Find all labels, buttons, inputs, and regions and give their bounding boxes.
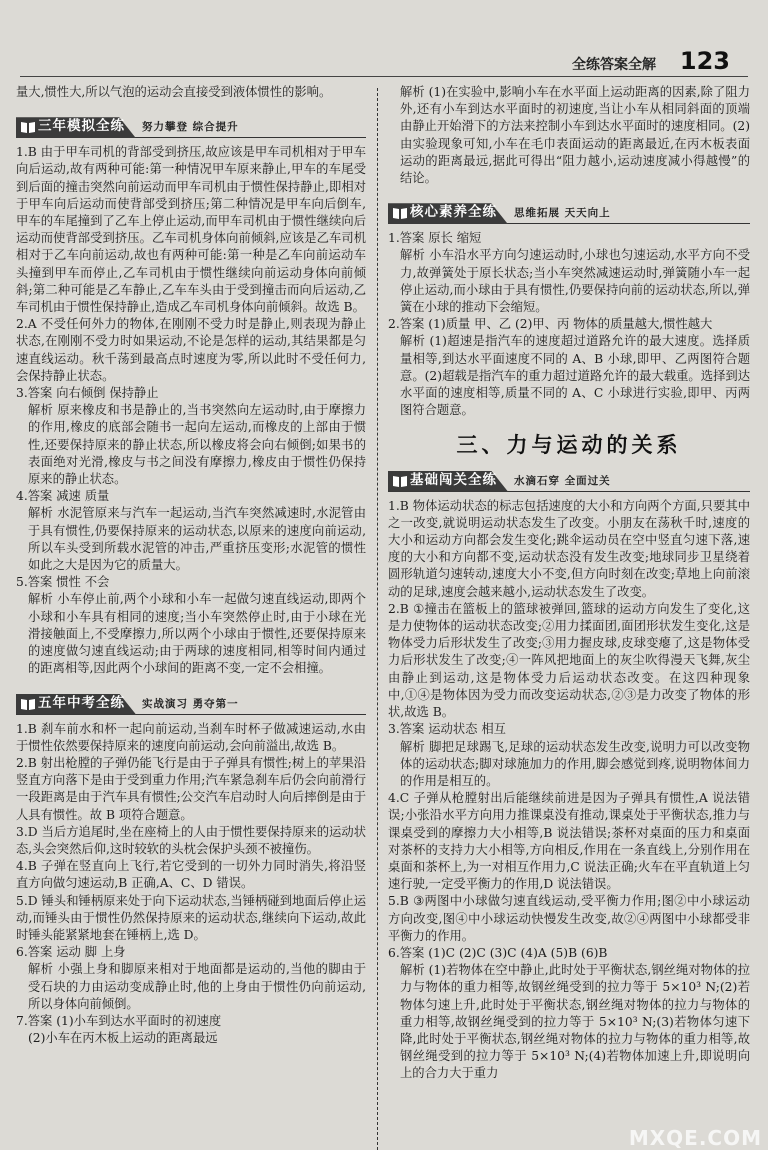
answer-item: 4.B 子弹在竖直向上飞行,若它受到的一切外力同时消失,将沿竖直方向做匀速运动,B 正确,A、C、D 错误。 — [16, 859, 366, 891]
answer-item: 2.A 不受任何外力的物体,在刚刚不受力时是静止,则表现为静止状态,在刚刚不受力时如果运动,不论是怎样的运动,其结果都是匀速直线运动。秋千荡到最高点时速度为零,所以此时不受任何力,会保持静止状态。 — [16, 317, 366, 383]
book-icon — [392, 473, 408, 489]
book-icon — [20, 696, 36, 712]
answer-item: 1.答案 原长 缩短 — [388, 231, 482, 246]
answer-item: 4.答案 减速 质量 — [16, 489, 110, 504]
section-header-five-year — [16, 694, 366, 715]
analysis-text: 解析 脚把足球踢飞,足球的运动状态发生改变,说明力可以改变物体的运动状态;脚对球施加力的作用,脚会感觉到疼,说明物体间力的作用是相互的。 — [400, 739, 750, 788]
section-subtitle: 思维拓展 天天向上 — [514, 207, 611, 220]
analysis-text: 解析 小车停止前,两个小球和小车一起做匀速直线运动,即两个小球和小车具有相同的速度;当小车突然停止时,由于小球在光滑接触面上,不受摩擦力,所以两个小球由于惯性,还要保持原来的速度做匀速直线运动;由于两球的速度相同,相等时间内通过的距离相等,因此两个小球间的距离不变,一定不会相撞。 — [28, 592, 366, 676]
answer-item: 1.B 由于甲车司机的背部受到挤压,故应该是甲车司机相对于甲车向后运动,故有两种可能:第一种情况甲车原来静止,甲车的车尾受到后面的撞击突然向前运动而甲车司机由于惯性保持静止,即相对于甲车向后运动而使背部受到挤压;第二种情况是甲车向后倒车,甲车的车尾撞到了乙车上停止运动,而甲车司机由于惯性继续向后运动而使背部受到挤压。乙车司机身体向前倾斜,应该是乙车司机相对于乙车向前运动,故也有两种可能:第一种是乙车向前运动车头撞到甲车而停止,乙车司机由于惯性继续向前运动身体向前倾斜;第二种可能是乙车静止,乙车车头由于受到撞击而向后运动,乙车司机由于惯性保持静止,造成乙车司机身体向前倾斜。故选 B。 — [16, 145, 366, 315]
section-title: 核心素养全练 — [410, 204, 497, 221]
section-header-three-year — [16, 117, 366, 138]
right-column — [388, 84, 750, 1150]
answer-item: 5.D 锤头和锤柄原来处于向下运动状态,当锤柄碰到地面后停止运动,而锤头由于惯性仍然保持原来的运动状态,继续向下运动,故此时锤头能紧紧地套在锤柄上,选 D。 — [16, 893, 366, 942]
analysis-text: 解析 (1)在实验中,影响小车在水平面上运动距离的因素,除了阻力外,还有小车到达水平面时的初速度,当让小车从相同斜面的顶端由静止开始滑下的方法来控制小车到达水平面时的速度相同。(2)由实验现象可知,小车在毛巾表面运动的距离最近,在丙木板表面运动的距离最远,据此可得出“阻力越小,运动速度减小得越慢”的结论。 — [400, 85, 750, 186]
analysis-text: 解析 (1)若物体在空中静止,此时处于平衡状态,钢丝绳对物体的拉力与物体的重力相等,故钢丝绳受到的拉力等于 5×10³ N;(2)若物体匀速上升,此时处于平衡状态,钢丝绳对物体的拉力与物体的重力相等,故钢丝绳受到的拉力等于 5×10³ N;(3)若物体匀速下降,此时处于平衡状态,钢丝绳对物体的拉力与物体的重力相等,故钢丝绳受到的拉力等于 5×10³ N;(4)若物体加速上升,即说明向上的合力大于重力 — [400, 963, 750, 1081]
section-header-basic — [388, 471, 750, 492]
section-title: 基础闯关全练 — [410, 471, 497, 488]
answer-item: 6.答案 运动 脚 上身 — [16, 945, 126, 960]
answer-item: 5.B ③两图中小球做匀速直线运动,受平衡力作用;图②中小球运动方向改变,图④中小球运动快慢发生改变,故②④两图中小球都受非平衡力的作用。 — [388, 894, 750, 943]
section-subtitle: 实战演习 勇夺第一 — [142, 697, 239, 710]
section-title: 五年中考全练 — [38, 694, 125, 711]
analysis-text: 解析 小车沿水平方向匀速运动时,小球也匀速运动,水平方向不受力,故弹簧处于原长状态;当小车突然减速运动时,弹簧随小车一起停止运动,而小球由于具有惯性,仍要保持向前的运动状态,所以,弹簧在小球的推动下会缩短。 — [400, 248, 750, 315]
header-title: 全练答案全解 — [572, 57, 656, 73]
header-rule — [20, 76, 748, 77]
page-header — [0, 47, 768, 80]
chapter-title: 三、力与运动的关系 — [456, 433, 682, 458]
page-number: 123 — [679, 47, 730, 75]
answer-item: 2.B ①撞击在篮板上的篮球被弹回,篮球的运动方向发生了变化,这是力使物体的运动状态改变;②用力揉面团,面团形状发生变化,这是物体受力后形状发生了改变;③用力握皮球,皮球变瘪了,这是物体受力后形状发生了改变;④一阵风把地面上的灰尘吹得漫天飞舞,灰尘由静止到运动,这是物体受力后运动状态改变。在这四种现象中,①④是物体因为受力而改变运动状态,②③是力改变了物体的形状,故选 B。 — [388, 601, 750, 720]
section-subtitle: 努力攀登 综合提升 — [142, 121, 239, 134]
book-icon — [20, 119, 36, 135]
answer-item: 1.B 刹车前水和杯一起向前运动,当刹车时杯子做减速运动,水由于惯性依然要保持原来的速度向前运动,会向前溢出,故选 B。 — [16, 721, 366, 753]
analysis-text: 解析 水泥管原来与汽车一起运动,当汽车突然减速时,水泥管由于具有惯性,仍要保持原来的运动状态,以原来的速度向前运动,所以车头受到所载水泥管的冲击,严重挤压变形;水泥管的惯性如此之大是因为它的质量大。 — [28, 506, 366, 573]
answer-item: 3.答案 运动状态 相互 — [388, 722, 506, 737]
answer-item: 7.答案 (1)小车到达水平面时的初速度 — [16, 1013, 222, 1028]
section-subtitle: 水滴石穿 全面过关 — [514, 474, 611, 487]
answer-item-continued: (2)小车在丙木板上运动的距离最远 — [28, 1031, 218, 1046]
answer-item: 6.答案 (1)C (2)C (3)C (4)A (5)B (6)B — [388, 945, 608, 960]
analysis-text: 解析 原来橡皮和书是静止的,当书突然向左运动时,由于摩擦力的作用,橡皮的底部会随书一起向左运动,而橡皮的上部由于惯性,还要保持原来的静止状态,所以橡皮将会向右倾倒;如果书的表面绝对光滑,橡皮与书之间没有摩擦力,橡皮由于惯性仍保持原来的静止状态。 — [28, 403, 366, 487]
section-header-core-literacy — [388, 203, 750, 224]
answer-item: 3.D 当后方追尾时,坐在座椅上的人由于惯性要保持原来的运动状态,头会突然后仰,这时较软的头枕会保护头颈不被撞伤。 — [16, 824, 366, 856]
answer-item: 5.答案 惯性 不会 — [16, 575, 110, 590]
intro-text: 量大,惯性大,所以气泡的运动会直接受到液体惯性的影响。 — [16, 85, 332, 99]
answer-item: 3.答案 向右倾倒 保持静止 — [16, 386, 159, 401]
answer-item: 2.答案 (1)质量 甲、乙 (2)甲、丙 物体的质量越大,惯性越大 — [388, 317, 713, 332]
answer-item: 2.B 射出枪膛的子弹仍能飞行是由于子弹具有惯性;树上的苹果沿竖直方向落下是由于受到重力作用;汽车紧急刹车后仍会向前滑行一段距离是由于汽车具有惯性;公交汽车启动时人向后摔倒是由于人具有惯性。故 B 项符合题意。 — [16, 755, 366, 822]
section-title: 三年模拟全练 — [38, 118, 125, 135]
answer-item: 1.B 物体运动状态的标志包括速度的大小和方向两个方面,只要其中之一改变,就说明运动状态发生了改变。小朋友在荡秋千时,速度的大小和运动方向都会发生变化;跳伞运动员在空中竖直匀速下落,速度的大小和方向都不变,运动状态没有发生改变;地球同步卫星绕着圆形轨道匀速转动,速度大小不变,但方向时刻在改变;草地上向前滚动的足球,速度会越来越小,运动状态发生了改变。 — [388, 498, 750, 599]
analysis-text: 解析 小强上身和脚原来相对于地面都是运动的,当他的脚由于受石块的力由运动变成静止时,他的上身由于惯性仍向前运动,所以身体向前倾倒。 — [28, 962, 366, 1011]
watermark: MXQE.COM — [628, 1126, 762, 1150]
analysis-text: 解析 (1)超速是指汽车的速度超过道路允许的最大速度。选择质量相等,到达水平面速度不同的 A、B 小球,即甲、乙两图符合题意。(2)超载是指汽车的重力超过道路允许的最大载重。选择到达水平面的速度相等,质量不同的 A、C 小球进行实验,即甲、丙两图符合题意。 — [400, 334, 750, 418]
left-column — [16, 84, 366, 1150]
book-icon — [392, 205, 408, 221]
column-divider — [377, 88, 378, 1150]
answer-item: 4.C 子弹从枪膛射出后能继续前进是因为子弹具有惯性,A 说法错误;小张沿水平方向用力推课桌没有推动,课桌处于平衡状态,推力与课桌受到的摩擦力大小相等,B 说法错误;茶杯对桌面的压力和桌面对茶杯的支持力大小相等,方向相反,作用在一条直线上,分别作用在桌面和茶杯上,为一对相互作用力,C 说法正确;火车在平直轨道上匀速行驶,一定受平衡力的作用,D 说法错误。 — [388, 791, 750, 892]
